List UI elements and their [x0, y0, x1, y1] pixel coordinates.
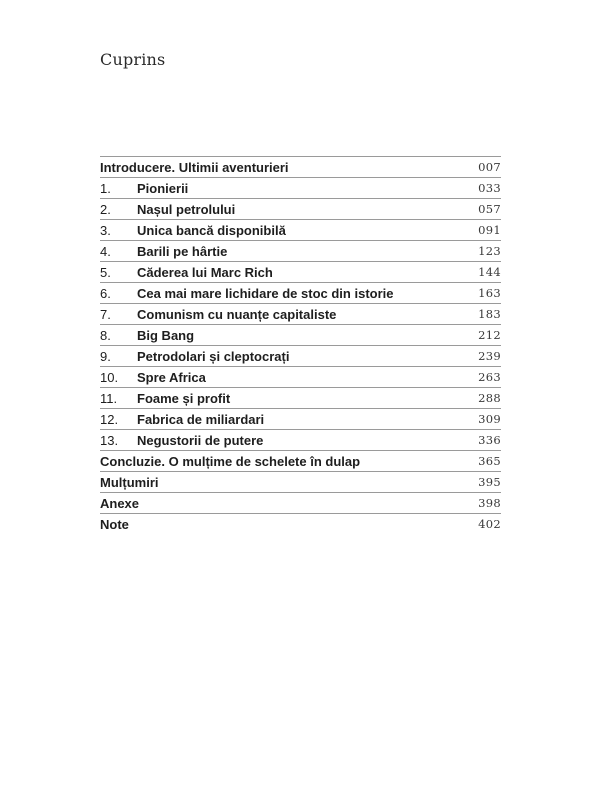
toc-entry-number: 2.	[100, 201, 111, 217]
toc-entry-title: Introducere. Ultimii aventurieri	[100, 159, 289, 175]
toc-entry-title: Concluzie. O mulțime de schelete în dulap	[100, 453, 361, 469]
toc-entry-chapter-7[interactable]	[100, 304, 501, 325]
toc-entry-introducere[interactable]	[100, 157, 501, 178]
toc-entry-chapter-8[interactable]	[100, 325, 501, 346]
toc-entry-concluzie[interactable]	[100, 451, 501, 472]
toc-entry-title: Negustorii de putere	[137, 432, 264, 448]
toc-entry-chapter-12[interactable]	[100, 409, 501, 430]
toc-entry-chapter-1[interactable]	[100, 178, 501, 199]
toc-entry-title: Fabrica de miliardari	[137, 411, 265, 427]
toc-entry-title: Nașul petrolului	[137, 201, 236, 217]
toc-entry-note[interactable]	[100, 514, 501, 534]
toc-entry-page: 309	[478, 412, 501, 426]
toc-entry-multumiri[interactable]	[100, 472, 501, 493]
toc-entry-title: Anexe	[100, 495, 140, 511]
toc-entry-page: 007	[478, 160, 501, 174]
toc-entry-page: 395	[478, 475, 501, 489]
toc-entry-page: 057	[478, 202, 501, 216]
toc-entry-number: 4.	[100, 243, 111, 259]
toc-entry-chapter-13[interactable]	[100, 430, 501, 451]
toc-entry-chapter-11[interactable]	[100, 388, 501, 409]
toc-entry-page: 163	[478, 286, 501, 300]
toc-entry-number: 1.	[100, 180, 111, 196]
page-title: Cuprins	[100, 50, 166, 69]
toc-entry-page: 365	[478, 454, 501, 468]
toc-entry-number: 7.	[100, 306, 111, 322]
toc-entry-page: 183	[478, 307, 501, 321]
toc-entry-chapter-4[interactable]	[100, 241, 501, 262]
toc-entry-title: Unica bancă disponibilă	[137, 222, 286, 238]
toc-entry-page: 033	[478, 181, 501, 195]
toc-entry-page: 263	[478, 370, 501, 384]
toc-entry-title: Comunism cu nuanțe capitaliste	[137, 306, 337, 322]
toc-entry-title: Barili pe hârtie	[137, 243, 228, 259]
toc-entry-page: 239	[478, 349, 501, 363]
toc-entry-number: 10.	[100, 369, 119, 385]
toc-entry-number: 13.	[100, 432, 119, 448]
toc-entry-chapter-5[interactable]	[100, 262, 501, 283]
toc-entry-number: 12.	[100, 411, 119, 427]
toc-entry-chapter-6[interactable]	[100, 283, 501, 304]
toc-entry-number: 3.	[100, 222, 111, 238]
toc-entry-title: Cea mai mare lichidare de stoc din istorie	[137, 285, 394, 301]
toc-entry-page: 091	[478, 223, 501, 237]
toc-entry-page: 336	[478, 433, 501, 447]
toc-entry-page: 123	[478, 244, 501, 258]
toc-entry-chapter-3[interactable]	[100, 220, 501, 241]
toc-entry-page: 402	[478, 517, 501, 531]
toc-entry-title: Big Bang	[137, 327, 195, 343]
toc-entry-page: 144	[478, 265, 501, 279]
toc-entry-page: 212	[478, 328, 501, 342]
toc-entry-chapter-2[interactable]	[100, 199, 501, 220]
toc-entry-number: 6.	[100, 285, 111, 301]
table-of-contents	[100, 156, 501, 534]
toc-entry-title: Note	[100, 516, 129, 532]
toc-entry-chapter-9[interactable]	[100, 346, 501, 367]
toc-entry-anexe[interactable]	[100, 493, 501, 514]
toc-entry-page: 398	[478, 496, 501, 510]
toc-entry-title: Mulțumiri	[100, 474, 159, 490]
toc-entry-title: Căderea lui Marc Rich	[137, 264, 273, 280]
toc-entry-number: 9.	[100, 348, 111, 364]
toc-entry-title: Spre Africa	[137, 369, 206, 385]
toc-entry-title: Petrodolari și cleptocrați	[137, 348, 290, 364]
toc-entry-number: 8.	[100, 327, 111, 343]
toc-entry-chapter-10[interactable]	[100, 367, 501, 388]
toc-entry-page: 288	[478, 391, 501, 405]
toc-entry-title: Pionierii	[137, 180, 189, 196]
toc-entry-title: Foame și profit	[137, 390, 231, 406]
toc-entry-number: 5.	[100, 264, 111, 280]
toc-entry-number: 11.	[100, 390, 118, 406]
